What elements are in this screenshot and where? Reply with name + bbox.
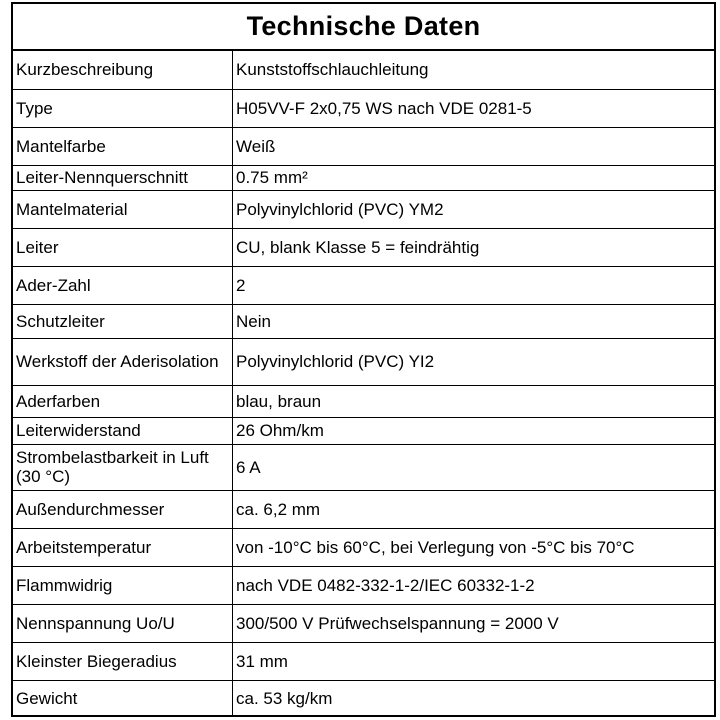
spec-label: Aderfarben bbox=[13, 385, 233, 417]
spec-value: 6 A bbox=[233, 444, 715, 490]
table-row bbox=[13, 680, 714, 716]
spec-value: ca. 6,2 mm bbox=[233, 490, 715, 528]
spec-value: 2 bbox=[233, 266, 715, 304]
spec-label: Leiter bbox=[13, 228, 233, 266]
spec-value: Kunststoffschlauchleitung bbox=[233, 51, 715, 89]
table-row bbox=[13, 228, 714, 266]
spec-label: Ader-Zahl bbox=[13, 266, 233, 304]
spec-label: Arbeitstemperatur bbox=[13, 528, 233, 566]
table-row bbox=[13, 444, 714, 490]
spec-value: Polyvinylchlorid (PVC) YM2 bbox=[233, 190, 715, 228]
table-row bbox=[13, 89, 714, 127]
table-row bbox=[13, 490, 714, 528]
table-row bbox=[13, 51, 714, 89]
spec-label: Kurzbeschreibung bbox=[13, 51, 233, 89]
spec-sheet bbox=[11, 2, 716, 717]
spec-value: 26 Ohm/km bbox=[233, 417, 715, 444]
table-row bbox=[13, 266, 714, 304]
spec-label: Leiterwiderstand bbox=[13, 417, 233, 444]
spec-label: Leiter-Nennquerschnitt bbox=[13, 165, 233, 190]
page-title: Technische Daten bbox=[13, 4, 714, 51]
table-row bbox=[13, 385, 714, 417]
spec-label: Mantelmaterial bbox=[13, 190, 233, 228]
spec-label: Außendurchmesser bbox=[13, 490, 233, 528]
spec-value: von -10°C bis 60°C, bei Verlegung von -5°C bis 70°C bbox=[233, 528, 715, 566]
table-row bbox=[13, 127, 714, 165]
spec-label: Strombelastbarkeit in Luft (30 °C) bbox=[13, 444, 233, 490]
spec-label: Kleinster Biegeradius bbox=[13, 642, 233, 680]
spec-label: Flammwidrig bbox=[13, 566, 233, 604]
table-row bbox=[13, 190, 714, 228]
spec-value: nach VDE 0482-332-1-2/IEC 60332-1-2 bbox=[233, 566, 715, 604]
spec-label: Nennspannung Uo/U bbox=[13, 604, 233, 642]
spec-value: Nein bbox=[233, 304, 715, 338]
table-row bbox=[13, 604, 714, 642]
spec-value: blau, braun bbox=[233, 385, 715, 417]
spec-value: H05VV-F 2x0,75 WS nach VDE 0281-5 bbox=[233, 89, 715, 127]
spec-label: Mantelfarbe bbox=[13, 127, 233, 165]
table-row bbox=[13, 528, 714, 566]
spec-value: Polyvinylchlorid (PVC) YI2 bbox=[233, 338, 715, 385]
spec-value: 300/500 V Prüfwechselspannung = 2000 V bbox=[233, 604, 715, 642]
spec-table bbox=[13, 51, 714, 716]
table-row bbox=[13, 304, 714, 338]
spec-label: Gewicht bbox=[13, 680, 233, 716]
table-row bbox=[13, 338, 714, 385]
spec-value: ca. 53 kg/km bbox=[233, 680, 715, 716]
table-row bbox=[13, 642, 714, 680]
table-row bbox=[13, 165, 714, 190]
spec-value: 31 mm bbox=[233, 642, 715, 680]
spec-label: Type bbox=[13, 89, 233, 127]
table-row bbox=[13, 566, 714, 604]
spec-label: Schutzleiter bbox=[13, 304, 233, 338]
spec-value: Weiß bbox=[233, 127, 715, 165]
spec-value: 0.75 mm² bbox=[233, 165, 715, 190]
spec-value: CU, blank Klasse 5 = feindrähtig bbox=[233, 228, 715, 266]
spec-label: Werkstoff der Aderisolation bbox=[13, 338, 233, 385]
table-row bbox=[13, 417, 714, 444]
